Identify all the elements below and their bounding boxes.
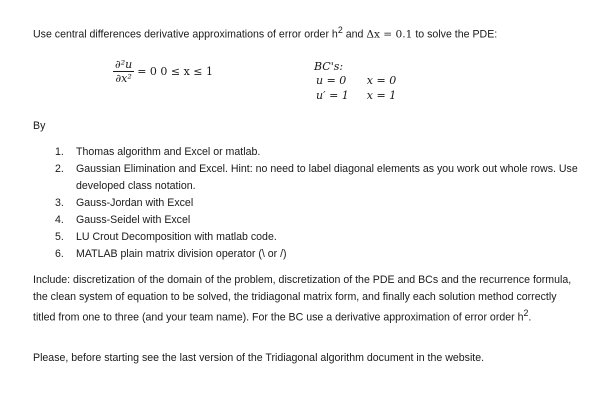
intro-exponent: 2 xyxy=(337,25,343,35)
intro-text-after: to solve the PDE: xyxy=(412,28,498,41)
item-text: Thomas algorithm and Excel or matlab. xyxy=(76,146,261,158)
bc-row xyxy=(314,89,396,103)
fraction-denominator: ∂x² xyxy=(115,72,132,86)
item-text: Gaussian Elimination and Excel. Hint: no need to label diagonal elements as you work out whole rows. Use developed class notation. xyxy=(76,162,578,192)
bc-table xyxy=(314,74,396,103)
bc-location: x = 0 xyxy=(366,74,397,88)
pde-equation xyxy=(113,58,213,86)
item-number: 2. xyxy=(55,162,64,175)
item-number: 3. xyxy=(55,196,64,209)
list-item xyxy=(55,212,600,229)
list-item xyxy=(55,195,600,212)
list-item xyxy=(55,246,600,263)
please-note: Please, before starting see the last version of the Tridiagonal algorithm document in the website. xyxy=(33,352,485,364)
item-text: Gauss-Jordan with Excel xyxy=(76,196,194,209)
item-text: Gauss-Seidel with Excel xyxy=(76,213,191,226)
problem-intro xyxy=(33,24,497,43)
include-text: Include: discretization of the domain of the problem, discretization of the PDE and BCs and the recurrence formula, the clean system of equation to be solved, the tridiagonal matrix form, and finally each solution method correctly titled from one to three (and your team name). For the BC use a derivative approximation of error order h xyxy=(33,274,572,324)
include-paragraph xyxy=(33,272,581,327)
delta-x-expression: Δx = 0.1 xyxy=(366,28,413,41)
item-number: 4. xyxy=(55,213,64,226)
bc-condition: u = 0 xyxy=(316,74,347,88)
item-number: 1. xyxy=(55,146,64,158)
item-number: 6. xyxy=(55,247,64,260)
intro-text-before: Use central differences derivative approximations of error order h xyxy=(33,28,338,41)
intro-text-and: and xyxy=(342,28,367,41)
boundary-conditions xyxy=(314,60,396,103)
include-end: . xyxy=(528,311,532,324)
item-number: 5. xyxy=(55,230,64,243)
item-text: MATLAB plain matrix division operator (\ or /) xyxy=(76,247,287,260)
pde-domain: = 0 0 ≤ x ≤ 1 xyxy=(137,65,214,78)
list-item xyxy=(55,229,600,246)
bc-row xyxy=(314,74,396,88)
list-item xyxy=(55,144,600,161)
fraction-numerator: ∂²u xyxy=(115,58,133,71)
bc-title: BC's: xyxy=(314,60,344,73)
method-list xyxy=(55,144,600,263)
bc-location: x = 1 xyxy=(366,88,397,102)
by-label: By xyxy=(33,120,46,132)
item-text: LU Crout Decomposition with matlab code. xyxy=(76,230,277,243)
list-item xyxy=(55,161,600,195)
include-exponent: 2 xyxy=(523,308,529,319)
bc-condition: u′ = 1 xyxy=(316,88,349,102)
second-derivative-fraction xyxy=(113,58,134,86)
